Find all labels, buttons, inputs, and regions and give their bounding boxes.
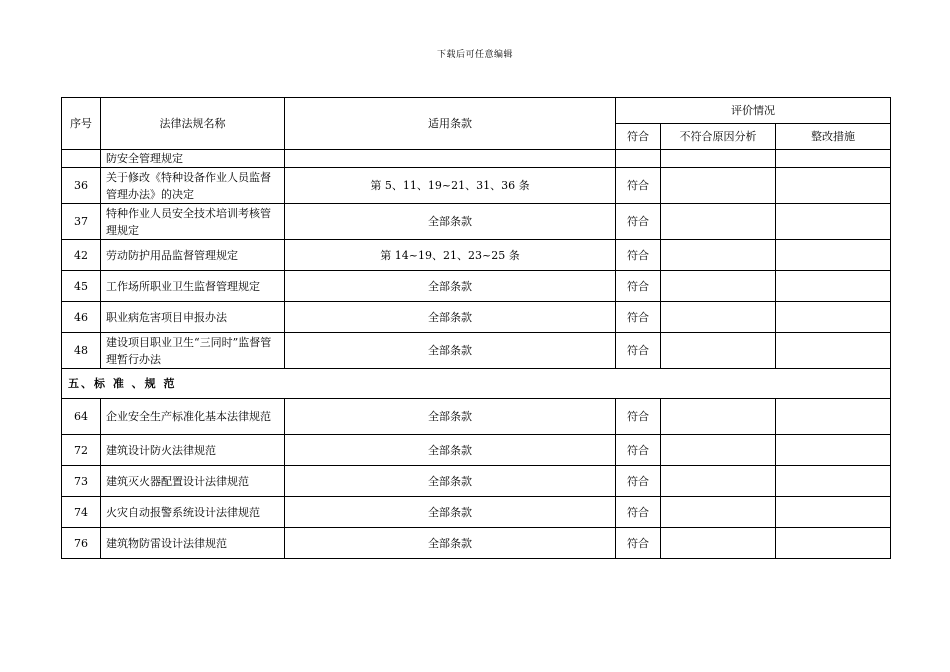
table-row [62, 204, 891, 240]
cell-conform: 符合 [616, 466, 661, 497]
cell-seq: 48 [62, 333, 101, 369]
cell-corrective [776, 435, 891, 466]
cell-reason [661, 466, 776, 497]
table-row [62, 333, 891, 369]
cell-conform: 符合 [616, 204, 661, 240]
cell-corrective [776, 466, 891, 497]
table-body [62, 150, 891, 559]
header-nonconform-reason: 不符合原因分析 [661, 124, 776, 150]
cell-reason [661, 150, 776, 168]
cell-seq: 76 [62, 528, 101, 559]
cell-seq: 46 [62, 302, 101, 333]
cell-corrective [776, 150, 891, 168]
header-conform: 符合 [616, 124, 661, 150]
cell-clause: 全部条款 [285, 302, 616, 333]
cell-conform: 符合 [616, 240, 661, 271]
cell-conform: 符合 [616, 399, 661, 435]
table-row [62, 240, 891, 271]
cell-corrective [776, 528, 891, 559]
cell-reason [661, 333, 776, 369]
cell-seq: 64 [62, 399, 101, 435]
table-row [62, 497, 891, 528]
table-row [62, 302, 891, 333]
cell-corrective [776, 302, 891, 333]
table-row [62, 435, 891, 466]
cell-clause: 全部条款 [285, 435, 616, 466]
cell-reason [661, 168, 776, 204]
table-row [62, 528, 891, 559]
cell-conform: 符合 [616, 168, 661, 204]
cell-seq: 42 [62, 240, 101, 271]
cell-clause: 全部条款 [285, 528, 616, 559]
cell-seq: 74 [62, 497, 101, 528]
cell-seq: 45 [62, 271, 101, 302]
cell-corrective [776, 240, 891, 271]
cell-conform: 符合 [616, 435, 661, 466]
cell-conform: 符合 [616, 302, 661, 333]
header-name: 法律法规名称 [101, 98, 285, 150]
cell-name: 防安全管理规定 [101, 150, 285, 168]
cell-name: 企业安全生产标准化基本法律规范 [101, 399, 285, 435]
cell-clause: 全部条款 [285, 399, 616, 435]
table-row [62, 399, 891, 435]
cell-conform: 符合 [616, 528, 661, 559]
cell-name: 建筑设计防火法律规范 [101, 435, 285, 466]
cell-reason [661, 528, 776, 559]
header-seq: 序号 [62, 98, 101, 150]
cell-clause [285, 150, 616, 168]
table-row [62, 466, 891, 497]
cell-clause: 全部条款 [285, 271, 616, 302]
cell-seq: 73 [62, 466, 101, 497]
cell-seq [62, 150, 101, 168]
cell-corrective [776, 497, 891, 528]
cell-name: 火灾自动报警系统设计法律规范 [101, 497, 285, 528]
cell-reason [661, 271, 776, 302]
cell-reason [661, 204, 776, 240]
cell-clause: 全部条款 [285, 497, 616, 528]
cell-corrective [776, 168, 891, 204]
cell-name: 职业病危害项目申报办法 [101, 302, 285, 333]
cell-corrective [776, 204, 891, 240]
header-evaluation: 评价情况 [616, 98, 891, 124]
table-row [62, 168, 891, 204]
cell-clause: 第 14~19、21、23~25 条 [285, 240, 616, 271]
cell-reason [661, 399, 776, 435]
table-row-continued [62, 150, 891, 168]
cell-clause: 全部条款 [285, 333, 616, 369]
cell-seq: 36 [62, 168, 101, 204]
page-header-note: 下载后可任意编辑 [436, 50, 513, 60]
cell-corrective [776, 399, 891, 435]
cell-reason [661, 302, 776, 333]
cell-name: 工作场所职业卫生监督管理规定 [101, 271, 285, 302]
header-clause: 适用条款 [285, 98, 616, 150]
cell-conform: 符合 [616, 271, 661, 302]
cell-corrective [776, 333, 891, 369]
cell-seq: 37 [62, 204, 101, 240]
section-title: 五、标 准 、规 范 [62, 369, 891, 399]
cell-name: 关于修改《特种设备作业人员监督管理办法》的决定 [101, 168, 285, 204]
section-row [62, 369, 891, 399]
cell-reason [661, 240, 776, 271]
header-corrective: 整改措施 [776, 124, 891, 150]
cell-clause: 全部条款 [285, 466, 616, 497]
table-row [62, 271, 891, 302]
cell-name: 建设项目职业卫生“三同时”监督管理暂行办法 [101, 333, 285, 369]
cell-conform: 符合 [616, 333, 661, 369]
cell-conform [616, 150, 661, 168]
cell-corrective [776, 271, 891, 302]
cell-reason [661, 497, 776, 528]
cell-name: 劳动防护用品监督管理规定 [101, 240, 285, 271]
cell-seq: 72 [62, 435, 101, 466]
cell-clause: 全部条款 [285, 204, 616, 240]
cell-name: 建筑灭火器配置设计法律规范 [101, 466, 285, 497]
cell-reason [661, 435, 776, 466]
cell-conform: 符合 [616, 497, 661, 528]
regulation-evaluation-table [61, 97, 891, 559]
cell-name: 建筑物防雷设计法律规范 [101, 528, 285, 559]
cell-clause: 第 5、11、19~21、31、36 条 [285, 168, 616, 204]
cell-name: 特种作业人员安全技术培训考核管理规定 [101, 204, 285, 240]
table-header [62, 98, 891, 150]
